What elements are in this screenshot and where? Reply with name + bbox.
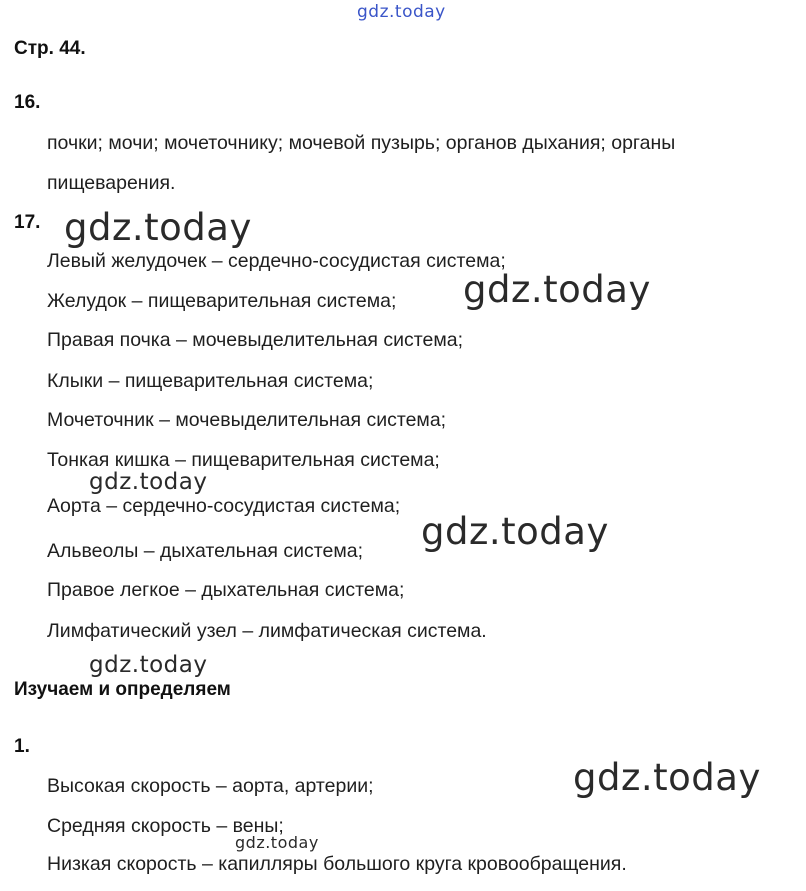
task-1-line-1: Высокая скорость – аорта, артерии; xyxy=(47,775,374,797)
task-17-line-10: Лимфатический узел – лимфатическая система. xyxy=(47,620,487,642)
task-17-line-5: Мочеточник – мочевыделительная система; xyxy=(47,409,447,431)
task-16-number: 16. xyxy=(14,92,41,113)
watermark-1: gdz.today xyxy=(64,206,252,249)
watermark-5: gdz.today xyxy=(89,652,208,678)
task-1-line-2: Средняя скорость – вены; xyxy=(47,815,284,837)
task-16-line-1: почки; мочи; мочеточнику; мочевой пузырь; органов дыхания; органы xyxy=(47,132,676,154)
task-17-line-7: Аорта – сердечно-сосудистая система; xyxy=(47,495,401,517)
task-17-line-4: Клыки – пищеварительная система; xyxy=(47,370,374,392)
task-17-line-2: Желудок – пищеварительная система; xyxy=(47,290,397,312)
task-17-number: 17. xyxy=(14,212,41,233)
watermark-3: gdz.today xyxy=(89,469,208,495)
watermark-6: gdz.today xyxy=(573,756,761,799)
task-1-number: 1. xyxy=(14,736,30,757)
section-title: Изучаем и определяем xyxy=(14,679,231,700)
task-1-line-3: Низкая скорость – капилляры большого круга кровообращения. xyxy=(47,853,627,875)
task-17-line-9: Правое легкое – дыхательная система; xyxy=(47,579,405,601)
watermark-top: gdz.today xyxy=(357,2,446,22)
task-17-line-1: Левый желудочек – сердечно-сосудистая система; xyxy=(47,250,506,272)
page-header: Стр. 44. xyxy=(14,38,86,59)
task-17-line-6: Тонкая кишка – пищеварительная система; xyxy=(47,449,440,471)
watermark-4: gdz.today xyxy=(421,510,609,553)
task-16-line-2: пищеварения. xyxy=(47,172,176,194)
task-17-line-3: Правая почка – мочевыделительная система; xyxy=(47,329,463,351)
task-17-line-8: Альвеолы – дыхательная система; xyxy=(47,540,364,562)
watermark-7: gdz.today xyxy=(235,833,319,852)
watermark-2: gdz.today xyxy=(463,268,651,311)
